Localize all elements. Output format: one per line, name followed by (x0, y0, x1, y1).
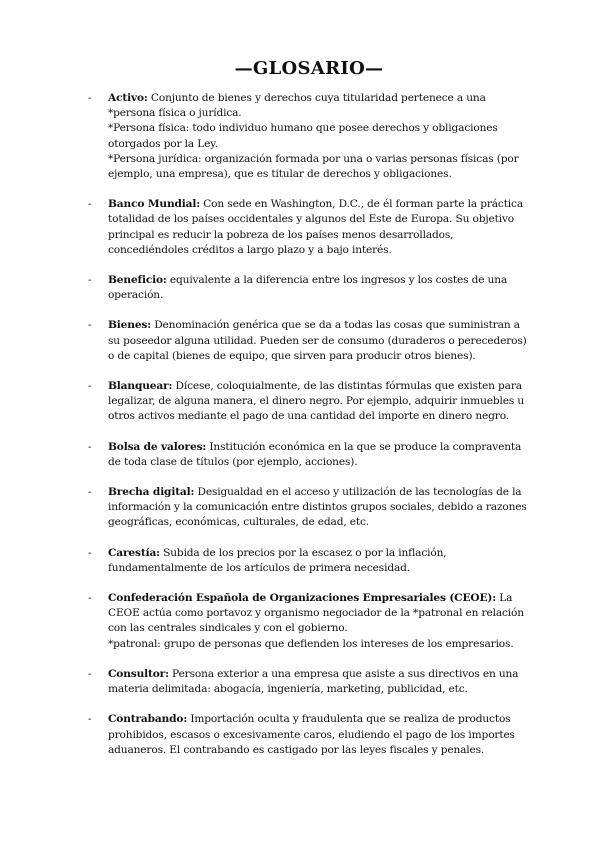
bullet-dash: - (88, 92, 92, 104)
term-definition: La CEOE actúa como portavoz y organismo negociador de la *patronal en relación con las centrales sindicales y con el gobierno. (108, 592, 524, 635)
page-title: —GLOSARIO— (234, 58, 384, 79)
term-note: *patronal: grupo de personas que defienden los intereses de los empresarios. (108, 637, 514, 650)
glossary-item-bolsa-de-valores (88, 440, 530, 470)
term-name: Confederación Española de Organizaciones Empresariales (CEOE): (108, 592, 497, 605)
glossary-item-banco-mundial (88, 197, 530, 258)
bullet-dash: - (88, 592, 92, 605)
glossary-list (88, 91, 530, 758)
bullet-dash: - (88, 486, 92, 499)
term-name: Carestía: (108, 546, 160, 559)
glossary-item-activo (88, 91, 530, 182)
term-note: *Persona física: todo individuo humano que posee derechos y obligaciones otorgados por la Ley. (108, 122, 498, 150)
term-definition: Persona exterior a una empresa que asiste a sus directivos en una materia delimitada: abogacía, ingeniería, marketing, publicidad, etc. (108, 667, 519, 696)
term-definition: Dícese, coloquialmente, de las distintas fórmulas que existen para legalizar, de alguna manera, el dinero negro. Por ejemplo, adquirir inmuebles u otros activos mediante el pago de una cantidad del importe en dinero negro. (108, 380, 525, 423)
bullet-dash: - (88, 440, 92, 453)
bullet-dash: - (88, 380, 92, 393)
bullet-dash: - (88, 667, 92, 680)
glossary-item-contrabando (88, 712, 530, 758)
glossary-item-consultor (88, 667, 530, 697)
bullet-dash: - (88, 274, 92, 287)
term-definition: Con sede en Washington, D.C., de él forman parte la práctica totalidad de los países occidentales y algunos del Este de Europa. Su objetivo principal es reducir la pobreza de los países menos desarrollados, concediéndoles créditos a largo plazo y a bajo interés. (108, 198, 523, 256)
glossary-item-blanquear (88, 379, 530, 425)
term-name: Blanquear: (108, 380, 173, 393)
term-name: Bienes: (108, 319, 151, 332)
term-name: Activo: (108, 92, 148, 104)
bullet-dash: - (88, 713, 92, 726)
term-name: Consultor: (108, 667, 169, 680)
term-definition: equivalente a la diferencia entre los ingresos y los costes de una operación. (108, 274, 508, 302)
term-definition: Desigualdad en el acceso y utilización de las tecnologías de la información y la comunicación entre distintos grupos sociales, debido a razones geográficas, económicas, culturales, de edad, etc. (108, 486, 527, 529)
bullet-dash: - (88, 198, 92, 211)
term-note: *Persona jurídica: organización formada por una o varias personas físicas (por ejemplo, una empresa), que es titular de derechos y obligaciones. (108, 152, 519, 181)
term-name: Brecha digital: (108, 486, 195, 499)
glossary-item-ceoe (88, 591, 530, 652)
term-name: Banco Mundial: (108, 198, 200, 211)
term-definition: Conjunto de bienes y derechos cuya titularidad pertenece a una *persona física o jurídica. (108, 92, 486, 120)
term-name: Bolsa de valores: (108, 440, 207, 453)
bullet-dash: - (88, 546, 92, 559)
term-definition: Institución económica en la que se produce la compraventa de toda clase de títulos (por ejemplo, acciones). (108, 440, 522, 468)
term-definition: Denominación genérica que se da a todas las cosas que suministran a su poseedor alguna utilidad. Pueden ser de consumo (duraderos o perecederos) o de capital (bienes de equipo, que sirven para producir otros bienes). (108, 319, 527, 362)
term-definition: Importación oculta y fraudulenta que se realiza de productos prohibidos, escasos o excesivamente caros, eludiendo el pago de los importes aduaneros. El contrabando es castigado por las leyes fiscales y penales. (108, 713, 515, 756)
term-name: Beneficio: (108, 274, 167, 287)
glossary-item-brecha-digital (88, 485, 530, 531)
term-definition: Subida de los precios por la escasez o por la inflación, fundamentalmente de los artículos de primera necesidad. (108, 546, 447, 574)
glossary-item-carestia (88, 546, 530, 576)
term-name: Contrabando: (108, 713, 188, 726)
glossary-item-bienes (88, 318, 530, 364)
bullet-dash: - (88, 319, 92, 332)
glossary-item-beneficio (88, 273, 530, 303)
